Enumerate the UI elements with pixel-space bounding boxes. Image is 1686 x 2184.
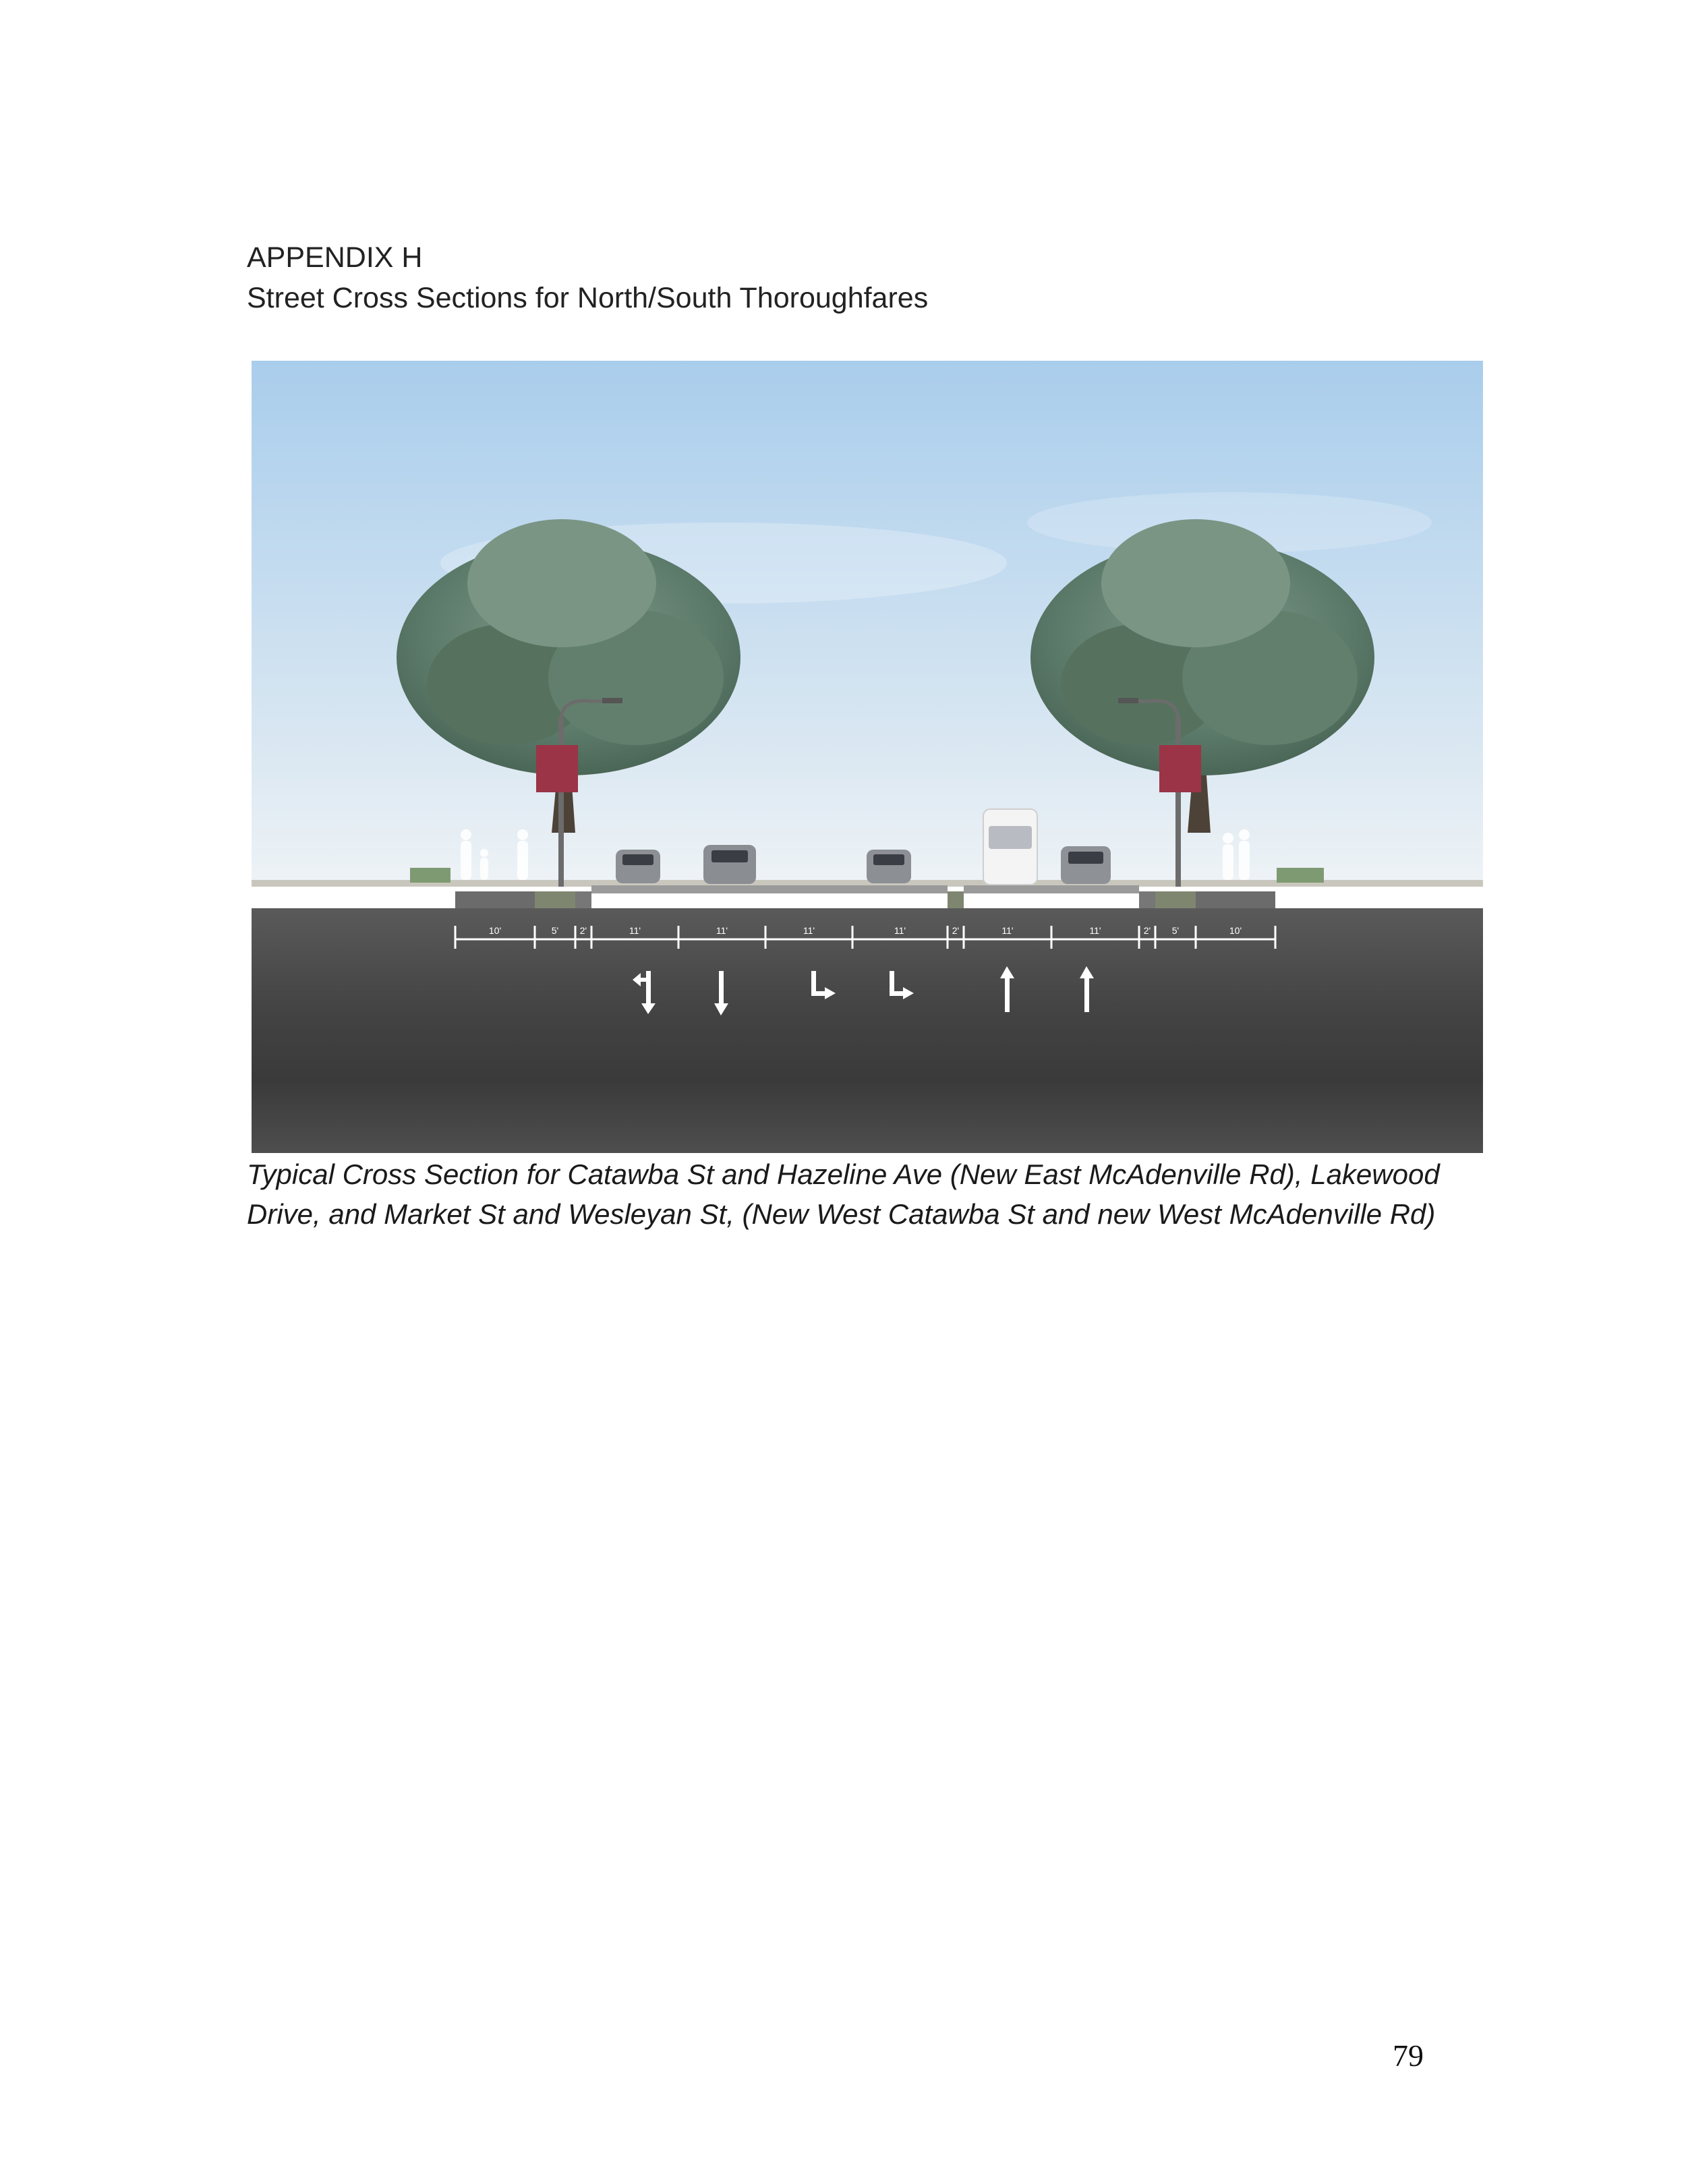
page-title: Street Cross Sections for North/South Thoroughfares [247,282,929,314]
car-1 [616,850,660,883]
banner-right [1159,745,1201,792]
dimension-label: 2' [1143,925,1151,936]
page-heading [247,237,928,318]
caption-line-1: Typical Cross Section for Catawba St and Hazeline Ave (New East McAdenville Rd), Lakewood [247,1158,1440,1190]
buffer-left [575,891,591,908]
car-2 [703,845,756,884]
figure-caption [247,1154,1515,1234]
planter-right [1155,891,1196,908]
dimension-label: 11' [803,925,815,936]
shrub-left [410,868,450,883]
planter-left [535,891,575,908]
caption-line-2: Drive, and Market St and Wesleyan St, (New West Catawba St and new West McAdenville Rd) [247,1198,1436,1230]
dimension-label: 2' [579,925,587,936]
dimension-label: 11' [1001,925,1014,936]
bus [983,809,1037,885]
road-surface-north [964,885,1139,893]
dimension-label: 11' [629,925,641,936]
banner-left [536,745,578,792]
dimension-label: 11' [716,925,728,936]
page-number: 79 [1393,2038,1424,2073]
shrub-right [1277,868,1324,883]
sidewalk-left [455,891,535,908]
car-4 [1061,846,1111,884]
sidewalk-right [1196,891,1275,908]
street-cross-section-figure [252,361,1483,1153]
car-3 [867,850,911,883]
dimension-label: 11' [894,925,906,936]
cross-section-illustration [252,361,1483,1153]
dimension-label: 11' [1089,925,1101,936]
dimension-label: 10' [488,925,502,936]
median [948,891,964,908]
curb-band [252,893,1483,908]
asphalt-base [252,908,1483,1153]
dimension-label: 5' [551,925,559,936]
appendix-label: APPENDIX H [247,241,423,274]
dimension-label: 2' [952,925,960,936]
buffer-right [1139,891,1155,908]
dimension-label: 5' [1171,925,1180,936]
road-surface-south [591,885,948,893]
dimension-label: 10' [1229,925,1242,936]
